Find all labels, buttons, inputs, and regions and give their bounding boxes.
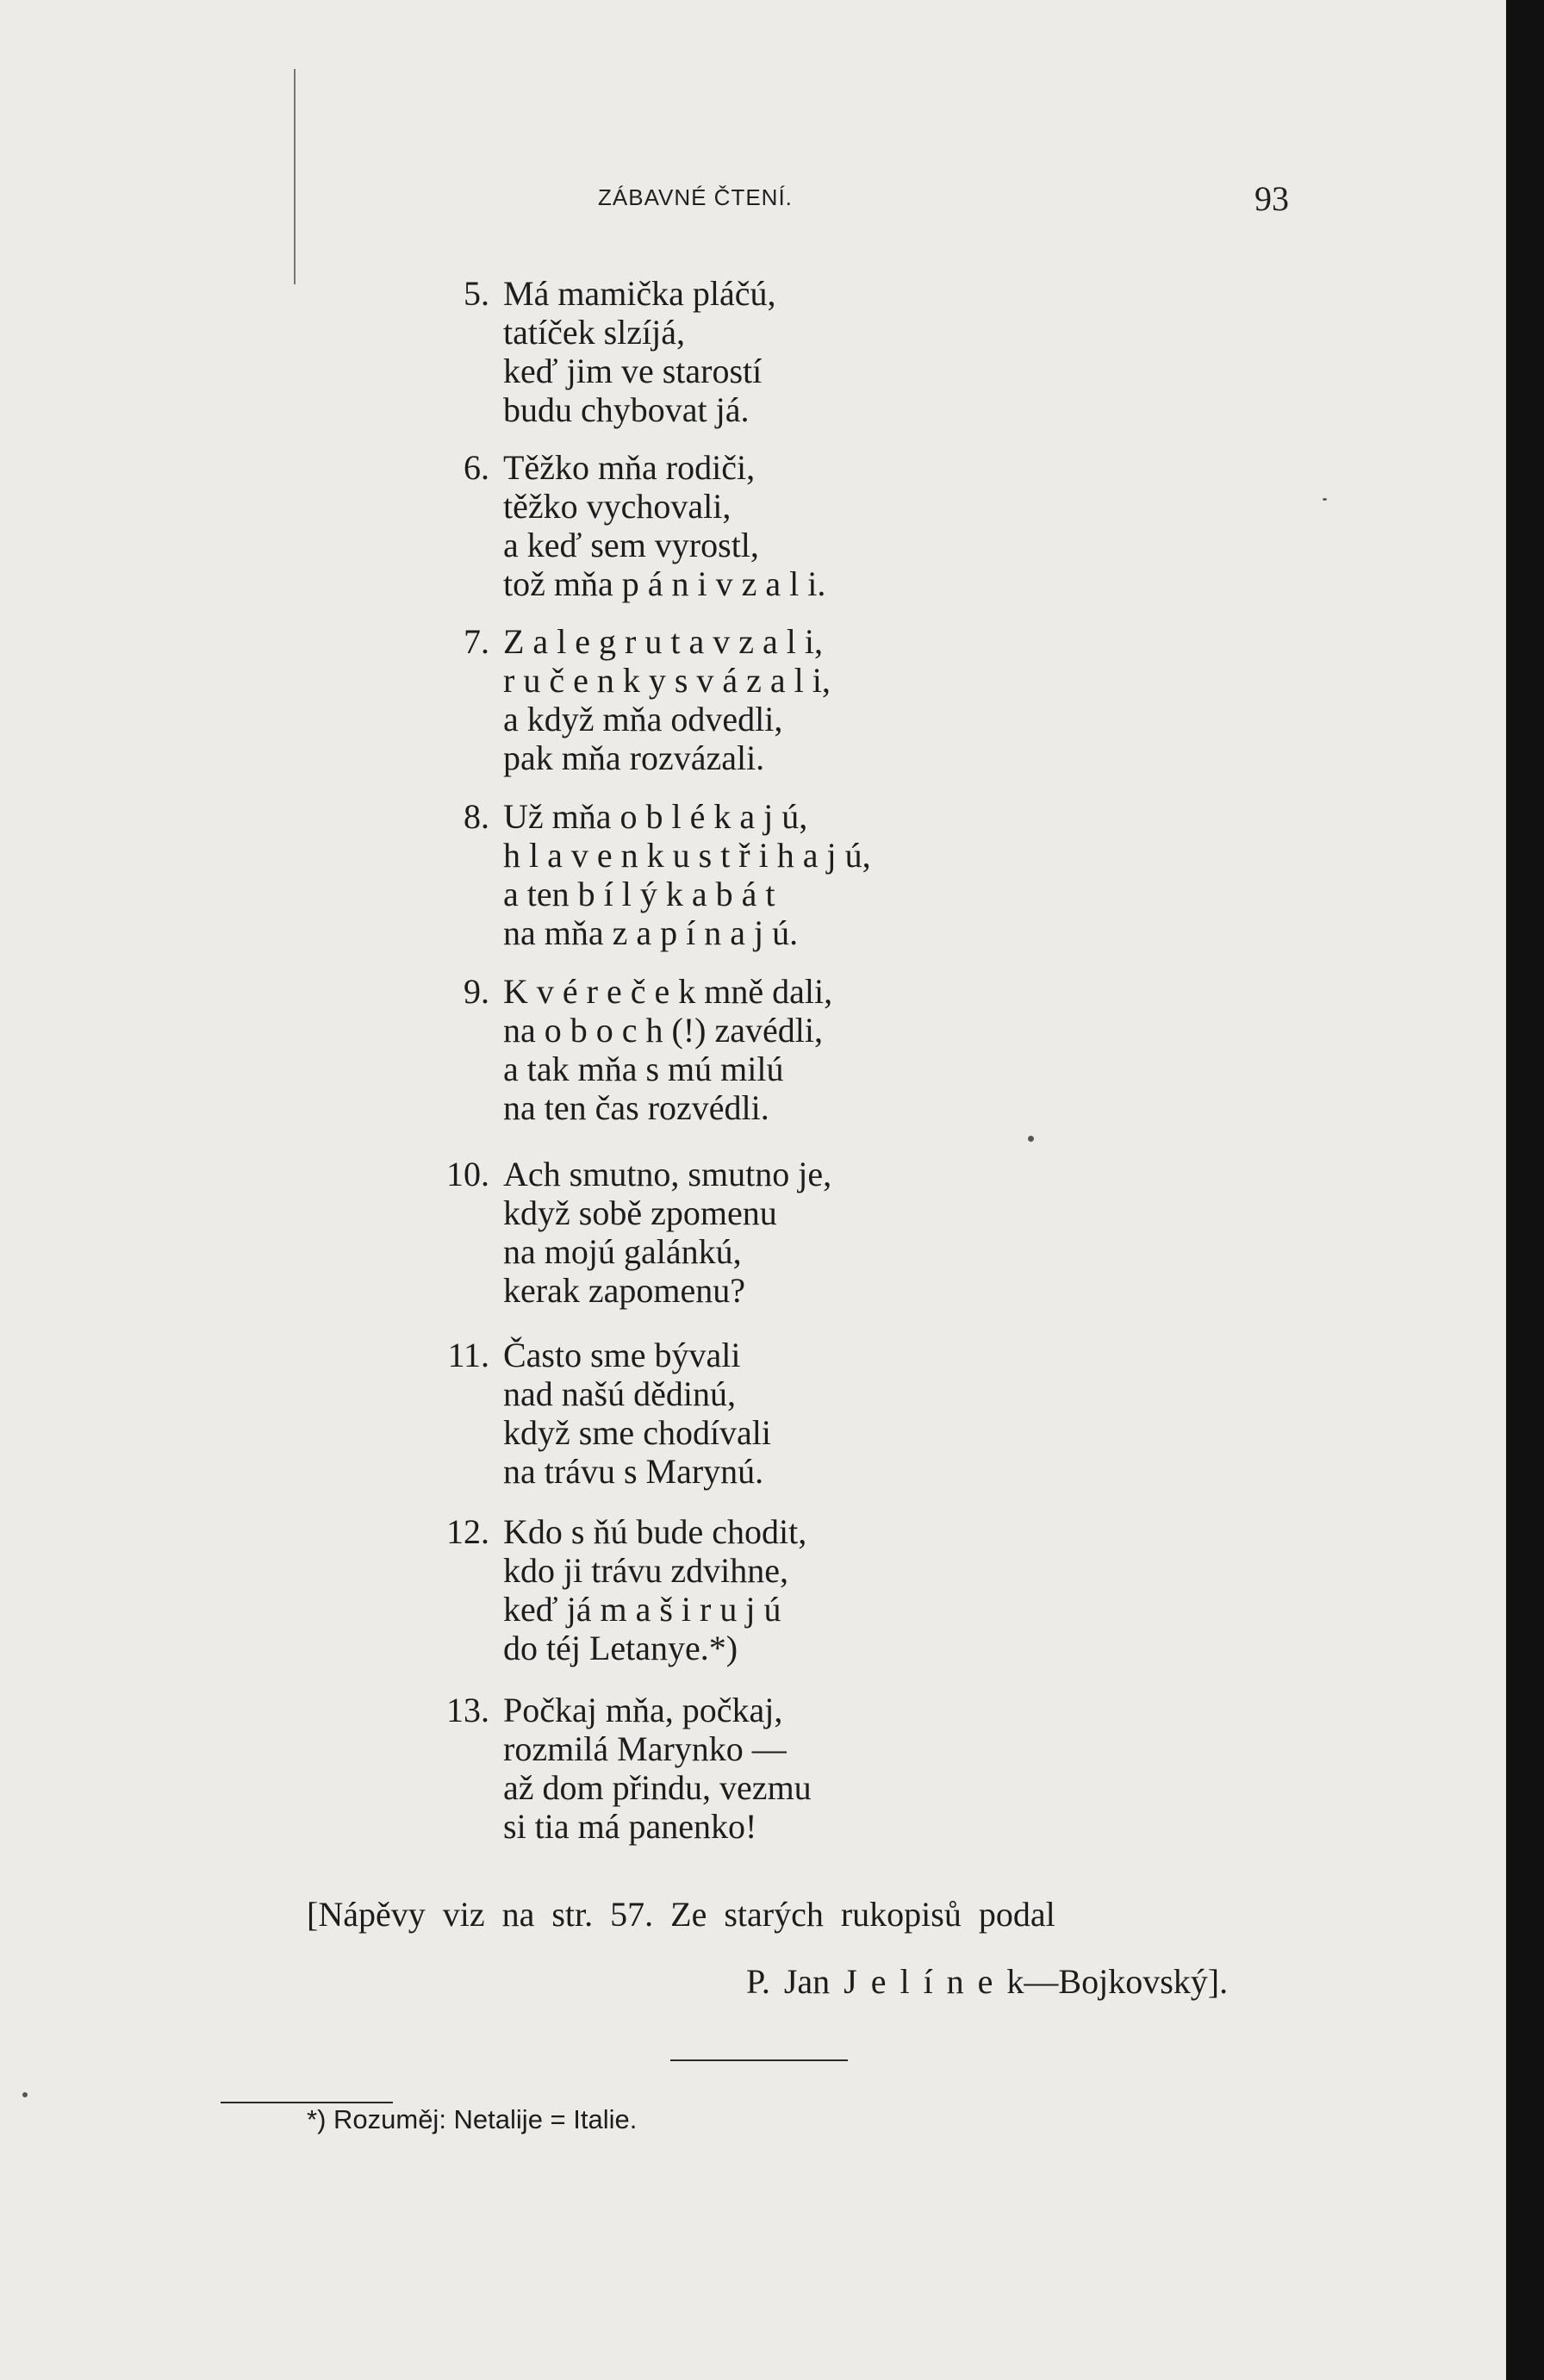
verse-line: K v é r e č e k mně dali, xyxy=(503,972,833,1011)
verse-line: těžko vychovali, xyxy=(503,487,732,526)
verse-line: když sme chodívali xyxy=(503,1413,772,1452)
scan-artifact-line xyxy=(294,69,296,284)
stanza-13 xyxy=(438,1691,812,1846)
verse-line: kerak zapomenu? xyxy=(503,1271,745,1310)
verse-line: na trávu s Marynú. xyxy=(503,1452,764,1491)
stanza-number: 12. xyxy=(446,1512,489,1551)
stanza-number: 13. xyxy=(446,1691,489,1729)
verse-line: rozmilá Marynko — xyxy=(503,1729,787,1768)
stanza-12 xyxy=(438,1512,806,1667)
verse-line: Má mamička pláčú, xyxy=(503,274,776,313)
scan-speckle xyxy=(22,2092,28,2097)
stanza-number: 11. xyxy=(447,1336,489,1374)
verse-line: až dom přindu, vezmu xyxy=(503,1768,812,1807)
verse-line: nad našú dědinú, xyxy=(503,1374,736,1413)
verse-line: na ten čas rozvédli. xyxy=(503,1088,769,1127)
verse-line: r u č e n k y s v á z a l i, xyxy=(503,661,831,700)
stanza-number: 5. xyxy=(464,274,489,313)
verse-line: Často sme bývali xyxy=(503,1336,741,1374)
verse-line: a tak mňa s mú milú xyxy=(503,1050,784,1088)
verse-line: keď já m a š i r u j ú xyxy=(503,1590,781,1629)
verse-line: Těžko mňa rodiči, xyxy=(503,448,756,487)
verse-line: Ach smutno, smutno je, xyxy=(503,1155,832,1193)
stanza-8 xyxy=(438,797,871,952)
stanza-11 xyxy=(438,1336,771,1491)
scan-speckle xyxy=(1323,498,1327,501)
verse-line: a když mňa odvedli, xyxy=(503,700,783,738)
verse-line: tož mňa p á n i v z a l i. xyxy=(503,564,826,603)
verse-line: Už mňa o b l é k a j ú, xyxy=(503,797,808,836)
page-number: 93 xyxy=(1254,179,1289,218)
source-author: P. Jan J e l í n e k—Bojkovský]. xyxy=(746,1962,1229,2001)
section-divider xyxy=(670,2059,848,2061)
verse-line: a ten b í l ý k a b á t xyxy=(503,875,775,913)
verse-line: Z a l e g r u t a v z a l i, xyxy=(503,622,823,661)
stanza-number: 6. xyxy=(464,448,489,487)
stanza-6 xyxy=(438,448,825,603)
stanza-number: 7. xyxy=(464,622,489,661)
verse-line: Počkaj mňa, počkaj, xyxy=(503,1691,783,1729)
verse-line: když sobě zpomenu xyxy=(503,1193,777,1232)
stanza-10 xyxy=(438,1155,831,1310)
scan-speckle xyxy=(1028,1136,1034,1142)
verse-line: pak mňa rozvázali. xyxy=(503,738,765,777)
stanza-5 xyxy=(438,274,776,429)
stanza-number: 10. xyxy=(446,1155,489,1193)
verse-line: budu chybovat já. xyxy=(503,390,750,429)
stanza-number: 9. xyxy=(464,972,489,1011)
footnote-rule xyxy=(221,2102,393,2103)
verse-line: si tia má panenko! xyxy=(503,1807,757,1846)
scan-edge xyxy=(1506,0,1544,2380)
stanza-7 xyxy=(438,622,831,777)
stanza-9 xyxy=(438,972,832,1127)
verse-line: keď jim ve starostí xyxy=(503,352,763,390)
footnote: *) Rozuměj: Netalije = Italie. xyxy=(307,2104,638,2134)
verse-line: a keď sem vyrostl, xyxy=(503,526,759,564)
stanza-number: 8. xyxy=(464,797,489,836)
source-note: [Nápěvy viz na str. 57. Ze starých rukopisů podal xyxy=(307,1895,1055,1934)
verse-line: do téj Letanye.*) xyxy=(503,1629,738,1667)
verse-line: na o b o c h (!) zavédli, xyxy=(503,1011,823,1050)
verse-line: tatíček slzíjá, xyxy=(503,313,686,352)
verse-line: kdo ji trávu zdvihne, xyxy=(503,1551,789,1590)
verse-line: h l a v e n k u s t ř i h a j ú, xyxy=(503,836,871,875)
running-head: ZÁBAVNÉ ČTENÍ. xyxy=(598,184,793,210)
verse-line: Kdo s ňú bude chodit, xyxy=(503,1512,807,1551)
verse-line: na mojú galánkú, xyxy=(503,1232,742,1271)
verse-line: na mňa z a p í n a j ú. xyxy=(503,913,799,952)
